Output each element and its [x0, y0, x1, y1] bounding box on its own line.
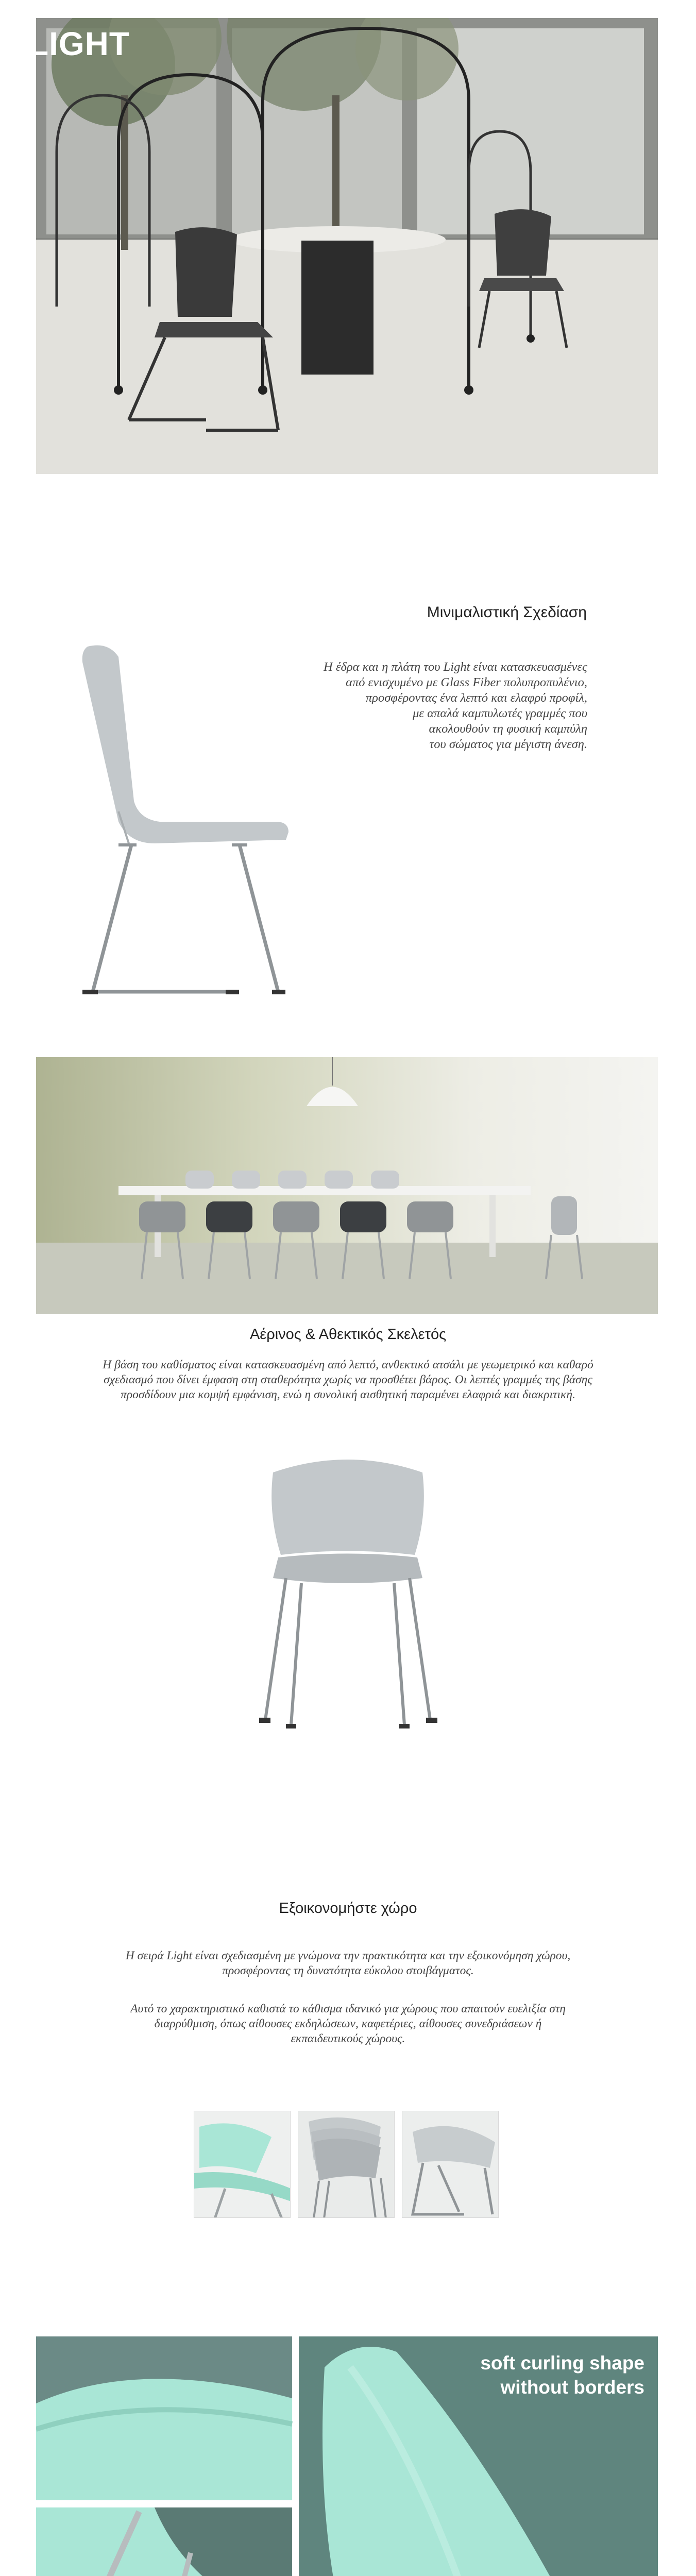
meeting-room-illustration: [36, 1057, 658, 1314]
hero-photo: [36, 18, 658, 474]
hero-scene-illustration: [36, 18, 658, 474]
chair-detail-thumb-illustration: [402, 2111, 499, 2218]
space-heading: Εξοικονομήστε χώρο: [279, 1900, 417, 1917]
space-text-2: Αυτό το χαρακτηριστικό καθιστά το κάθισμα ιδανικό για χώρους που απαιτούν ευελιξία στη διαρρύθμιση, όπως αίθουσες εκδηλώσεων, καφετέριες, αίθουσες συνεδριάσεων ή εκπαιδευτικούς χώρους.: [130, 2002, 566, 2045]
design-text-line: ακολουθούν τη φυσική καμπύλη: [429, 722, 587, 736]
caption-line: without borders: [500, 2377, 644, 2398]
frame-heading: Αέρινος & Αθεκτικός Σκελετός: [249, 1326, 447, 1343]
front-chair-image: [245, 1452, 451, 1745]
mint-chair-thumb-illustration: [194, 2111, 291, 2218]
stack-thumbnail: [194, 2111, 291, 2218]
stacked-chairs-thumb-illustration: [298, 2111, 395, 2218]
design-heading: Μινιμαλιστική Σχεδίαση: [427, 604, 587, 621]
design-text-line: με απαλά καμπυλωτές γραμμές που: [413, 706, 587, 720]
design-text-line: προσφέροντας ένα λεπτό και ελαφρύ προφίλ,: [365, 691, 587, 705]
stack-thumbnail: [298, 2111, 395, 2218]
hero-title: LIGHT: [28, 25, 130, 62]
side-chair-illustration: [62, 641, 309, 1012]
front-chair-illustration: [245, 1452, 451, 1745]
meeting-room-photo: [36, 1057, 658, 1314]
soft-curling-caption: [480, 2351, 644, 2399]
side-chair-image: [62, 641, 309, 1012]
design-text-line: του σώματος για μέγιστη άνεση.: [429, 737, 587, 751]
design-text-line: από ενισχυμένο με Glass Fiber πολυπροπυλένιο,: [346, 675, 587, 689]
caption-line: soft curling shape: [480, 2352, 644, 2374]
stack-thumbnail: [402, 2111, 499, 2218]
frame-text: Η βάση του καθίσματος είναι κατασκευασμένη από λεπτό, ανθεκτικό ατσάλι με γεωμετρικό και καθαρό σχεδιασμό που δίνει έμφαση στη σταθερότητα χωρίς να προσθέτει βάρος. Οι λεπτές γραμμές της βάσης προσδίδουν μια κομψή εμφάνιση, ενώ η συνολική αισθητική παραμένει ελαφριά και διακριτική.: [103, 1358, 593, 1401]
design-text-line: Η έδρα και η πλάτη του Light είναι κατασκευασμένες: [324, 660, 587, 674]
space-text-1: Η σειρά Light είναι σχεδιασμένη με γνώμονα την πρακτικότητα και την εξοικονόμηση χώρου, προσφέροντας τη δυνατότητα εύκολου στοιβάγματος.: [125, 1949, 571, 1977]
